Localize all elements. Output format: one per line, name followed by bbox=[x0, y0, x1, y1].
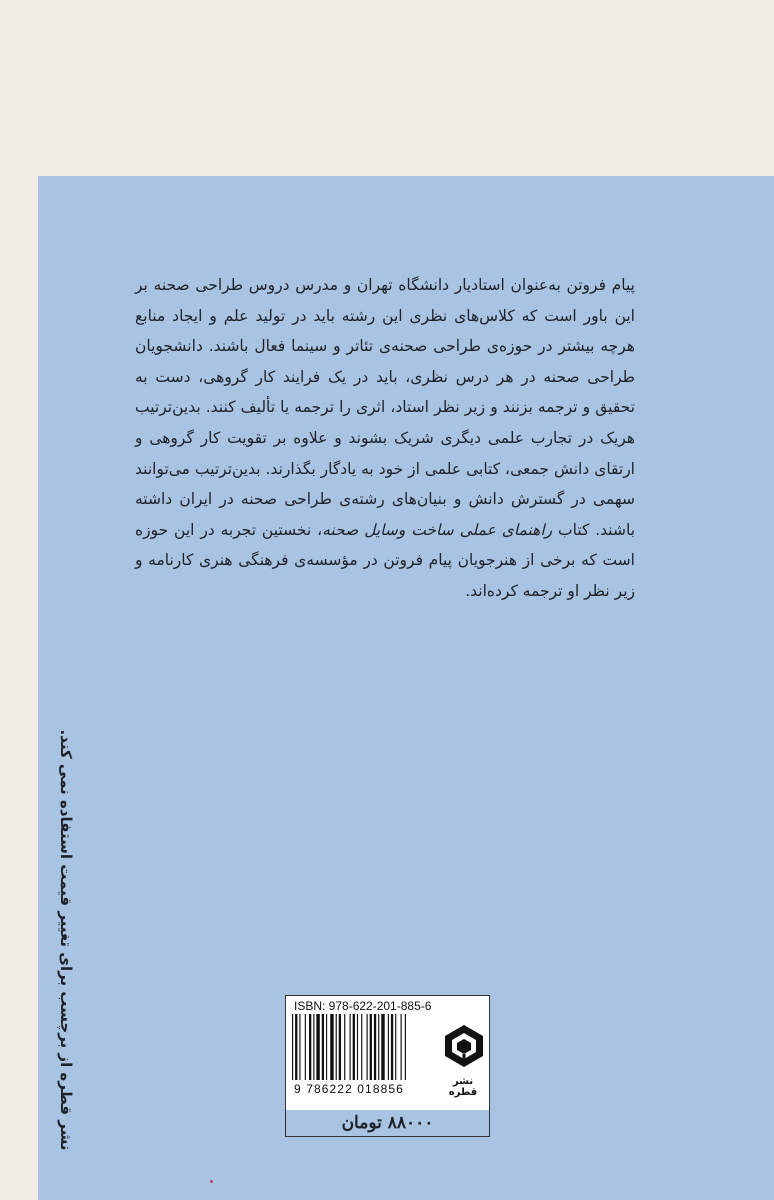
publisher-name: نشر قطره bbox=[448, 1076, 478, 1098]
barcode-digits: 9 786222 018856 bbox=[294, 1082, 404, 1096]
price-box bbox=[285, 1110, 490, 1137]
price-text: ۸۸۰۰۰ تومان bbox=[341, 1113, 434, 1133]
price-label-note-text: نشر قطره از برچسب برای تغییر قیمت استفاده نمی کند. bbox=[57, 729, 75, 1151]
isbn-number: ISBN: 978-622-201-885-6 bbox=[294, 999, 432, 1013]
blurb-paragraph bbox=[135, 270, 635, 607]
blurb-book-title: راهنمای عملی ساخت وسایل صحنه bbox=[322, 520, 553, 539]
barcode-icon bbox=[290, 1014, 437, 1080]
publisher-logo-icon bbox=[442, 1024, 486, 1068]
price-label-note bbox=[57, 729, 75, 1151]
blurb-text: پیام فروتن به‌عنوان استادیار دانشگاه تهران و مدرس دروس طراحی صحنه بر این باور است که کلاس‌های نظری این رشته باید در تولید علم و ایجاد منابع هرچه بیشتر در حوزه‌ی طراحی صحنه‌ی تئاتر و سینما فعال باشند. دانشجویان طراحی صحنه در هر درس نظری، باید در یک فرایند کار گروهی، دست به تحقیق و ترجمه بزنند و زیر نظر استاد، اثری را ترجمه یا تألیف کنند. بدین‌ترتیب هریک در تجارب علمی دیگری شریک بشوند و علاوه بر تقویت کار گروهی و ارتقای دانش جمعی، کتابی علمی از خود به یادگار بگذارند. بدین‌ترتیب می‌توانند سهمی در گسترش دانش و بنیان‌های رشته‌ی طراحی صحنه در ایران داشته باشند. کتاب bbox=[135, 276, 636, 539]
back-cover-blurb bbox=[135, 270, 635, 607]
blurb-text-end: ، نخستین تجربه در این حوزه است که برخی از هنرجویان پیام فروتن در مؤسسه‌ی فرهنگی هنری کارنامه و زیر نظر او ترجمه کرده‌اند. bbox=[135, 520, 635, 600]
ink-speck bbox=[210, 1180, 213, 1183]
isbn-barcode-box bbox=[285, 995, 490, 1112]
